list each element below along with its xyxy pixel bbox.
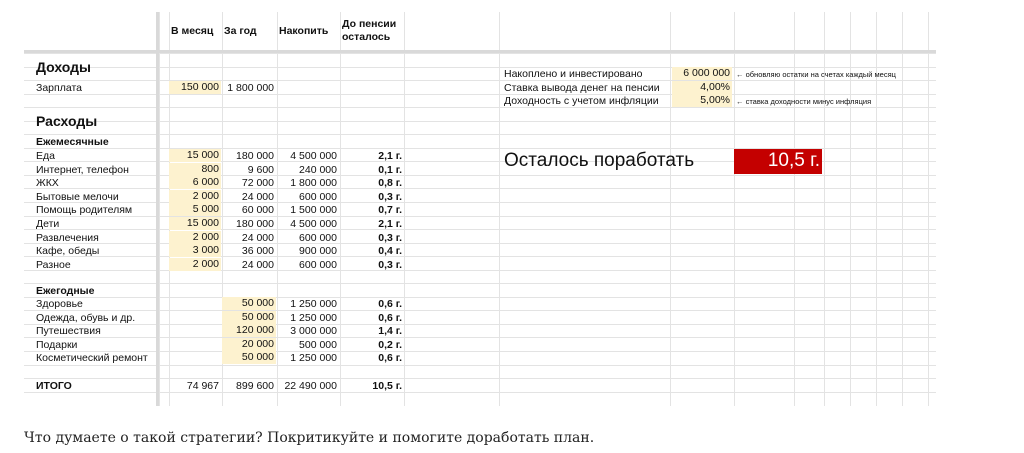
result-label[interactable]: Осталось поработать [504, 150, 695, 171]
grid-row-line [24, 243, 936, 244]
grid-col-line [902, 12, 903, 406]
expense-left[interactable]: 0,8 г. [378, 177, 402, 190]
expense-left[interactable]: 0,3 г. [378, 258, 402, 271]
expense-month[interactable]: 800 [169, 163, 221, 176]
expense-name[interactable]: ЖКХ [36, 177, 59, 190]
param-label-return[interactable]: Доходность с учетом инфляции [504, 95, 659, 107]
grid-col-line [928, 12, 929, 406]
expense-name[interactable]: Подарки [36, 338, 78, 351]
expense-left[interactable]: 2,1 г. [378, 218, 402, 230]
income-row-year[interactable]: 1 800 000 [227, 82, 274, 94]
expense-year[interactable]: 180 000 [236, 150, 274, 162]
grid-row-line [24, 351, 936, 352]
grid-row-line [24, 392, 936, 393]
income-row-month[interactable]: 150 000 [169, 81, 221, 94]
expense-name[interactable]: Дети [36, 218, 60, 230]
grid-row-line [24, 229, 936, 230]
expense-name[interactable]: Одежда, обувь и др. [36, 311, 136, 324]
expense-name[interactable]: Косметический ремонт [36, 352, 148, 365]
grid-col-line [159, 12, 160, 406]
expense-year[interactable]: 180 000 [236, 218, 274, 230]
param-value-accumulated[interactable]: 6 000 000 [672, 67, 732, 80]
expense-save[interactable]: 1 250 000 [290, 298, 337, 310]
grid-row-line [24, 188, 936, 189]
expense-left[interactable]: 0,3 г. [378, 231, 402, 244]
expense-year[interactable]: 50 000 [222, 297, 276, 310]
expense-save[interactable]: 4 500 000 [290, 150, 337, 162]
expense-month[interactable]: 6 000 [169, 176, 221, 189]
param-label-withdraw[interactable]: Ставка вывода денег на пенсии [504, 82, 660, 94]
yearly-title[interactable]: Ежегодные [36, 285, 95, 297]
expense-year[interactable]: 50 000 [222, 351, 276, 364]
expense-year[interactable]: 24 000 [241, 258, 274, 271]
grid-col-line [670, 12, 671, 406]
grid-row-line [24, 202, 936, 203]
grid-col-line [404, 12, 405, 406]
result-value[interactable]: 10,5 г. [734, 149, 822, 174]
expense-save[interactable]: 240 000 [299, 163, 337, 176]
expense-left[interactable]: 2,1 г. [378, 150, 402, 162]
total-name[interactable]: ИТОГО [36, 380, 72, 392]
expense-year[interactable]: 50 000 [222, 311, 276, 324]
expense-save[interactable]: 3 000 000 [290, 325, 337, 338]
question-text: Что думаете о такой стратегии? Покритикуйте и помогите доработать план. [24, 430, 595, 446]
total-year[interactable]: 899 600 [236, 380, 274, 392]
grid-row-line [24, 337, 936, 338]
grid-col-line [340, 12, 341, 406]
header-save[interactable]: Накопить [279, 25, 329, 37]
income-title[interactable]: Доходы [36, 59, 91, 75]
grid-row-line [24, 324, 936, 325]
grid-row-line [24, 175, 936, 176]
expense-month[interactable]: 15 000 [169, 217, 221, 230]
expense-name[interactable]: Помощь родителям [36, 204, 133, 217]
header-left[interactable]: До пенсии осталось [342, 18, 397, 43]
expense-left[interactable]: 0,2 г. [378, 338, 402, 351]
expense-left[interactable]: 0,6 г. [378, 311, 402, 324]
expense-save[interactable]: 1 250 000 [290, 311, 337, 324]
param-note-return: ← ставка доходности минус инфляция [736, 97, 872, 106]
expense-save[interactable]: 600 000 [299, 190, 337, 203]
expense-left[interactable]: 0,3 г. [378, 190, 402, 203]
grid-row-line [24, 67, 936, 68]
expense-save[interactable]: 4 500 000 [290, 218, 337, 230]
expense-left[interactable]: 0,6 г. [378, 352, 402, 365]
expense-save[interactable]: 1 800 000 [290, 177, 337, 190]
expense-year[interactable]: 36 000 [241, 245, 274, 258]
expense-name[interactable]: Разное [36, 258, 71, 271]
grid-row-line [24, 365, 936, 366]
expense-left[interactable]: 0,6 г. [378, 298, 402, 310]
expense-month[interactable]: 5 000 [169, 203, 221, 216]
grid-row-line [24, 310, 936, 311]
grid-col-line [734, 12, 735, 406]
expense-month[interactable]: 2 000 [169, 190, 221, 203]
expense-save[interactable]: 600 000 [299, 231, 337, 244]
expense-month[interactable]: 15 000 [169, 149, 221, 162]
expense-year[interactable]: 9 600 [247, 163, 274, 176]
expenses-title[interactable]: Расходы [36, 113, 98, 129]
grid-row-line [24, 378, 936, 379]
expense-save[interactable]: 500 000 [299, 338, 337, 351]
expense-save[interactable]: 1 250 000 [290, 352, 337, 365]
expense-name[interactable]: Здоровье [36, 298, 83, 310]
expense-left[interactable]: 0,4 г. [378, 245, 402, 258]
expense-name[interactable]: Развлечения [36, 231, 99, 244]
expense-month[interactable]: 3 000 [169, 244, 221, 257]
param-value-withdraw[interactable]: 4,00% [672, 81, 732, 94]
header-year[interactable]: За год [224, 25, 257, 37]
grid-row-line [24, 297, 936, 298]
expense-year[interactable]: 24 000 [241, 190, 274, 203]
expense-year[interactable]: 60 000 [241, 204, 274, 217]
expense-save[interactable]: 1 500 000 [290, 204, 337, 217]
header-month[interactable]: В месяц [171, 25, 214, 37]
param-label-accumulated[interactable]: Накоплено и инвестировано [504, 68, 643, 80]
grid-row-line [24, 256, 936, 257]
monthly-title[interactable]: Ежемесячные [36, 136, 109, 148]
grid-row-line [24, 283, 936, 284]
param-value-return[interactable]: 5,00% [672, 94, 732, 107]
expense-year[interactable]: 120 000 [222, 324, 276, 337]
grid-row-line [24, 134, 936, 135]
expense-month[interactable]: 2 000 [169, 258, 221, 271]
grid-row-line [24, 94, 936, 95]
expense-left[interactable]: 0,7 г. [378, 204, 402, 217]
total-left[interactable]: 10,5 г. [372, 380, 402, 392]
expense-name[interactable]: Еда [36, 150, 55, 162]
expense-name[interactable]: Кафе, обеды [36, 245, 100, 258]
expense-year[interactable]: 72 000 [241, 177, 274, 190]
expense-year[interactable]: 24 000 [241, 231, 274, 244]
grid-col-line [277, 12, 278, 406]
expense-save[interactable]: 600 000 [299, 258, 337, 271]
expense-year[interactable]: 20 000 [222, 338, 276, 351]
grid-row-line [24, 216, 936, 217]
grid-col-line [499, 12, 500, 406]
frozen-row-divider [24, 50, 936, 53]
expense-name[interactable]: Путешествия [36, 325, 101, 338]
param-note-accumulated: ← обновляю остатки на счетах каждый месяц [736, 70, 896, 79]
expense-month[interactable]: 2 000 [169, 231, 221, 244]
expense-save[interactable]: 900 000 [299, 245, 337, 258]
total-month[interactable]: 74 967 [186, 380, 219, 392]
income-row-name[interactable]: Зарплата [36, 82, 82, 94]
expense-name[interactable]: Бытовые мелочи [36, 190, 119, 203]
grid-row-line [24, 270, 936, 271]
expense-left[interactable]: 1,4 г. [378, 325, 402, 338]
grid-row-line [24, 121, 936, 122]
expense-name[interactable]: Интернет, телефон [36, 163, 129, 176]
grid-row-line [24, 53, 936, 54]
total-save[interactable]: 22 490 000 [284, 380, 337, 392]
spreadsheet [24, 12, 936, 406]
expense-left[interactable]: 0,1 г. [378, 163, 402, 176]
frozen-column-divider [156, 12, 159, 406]
